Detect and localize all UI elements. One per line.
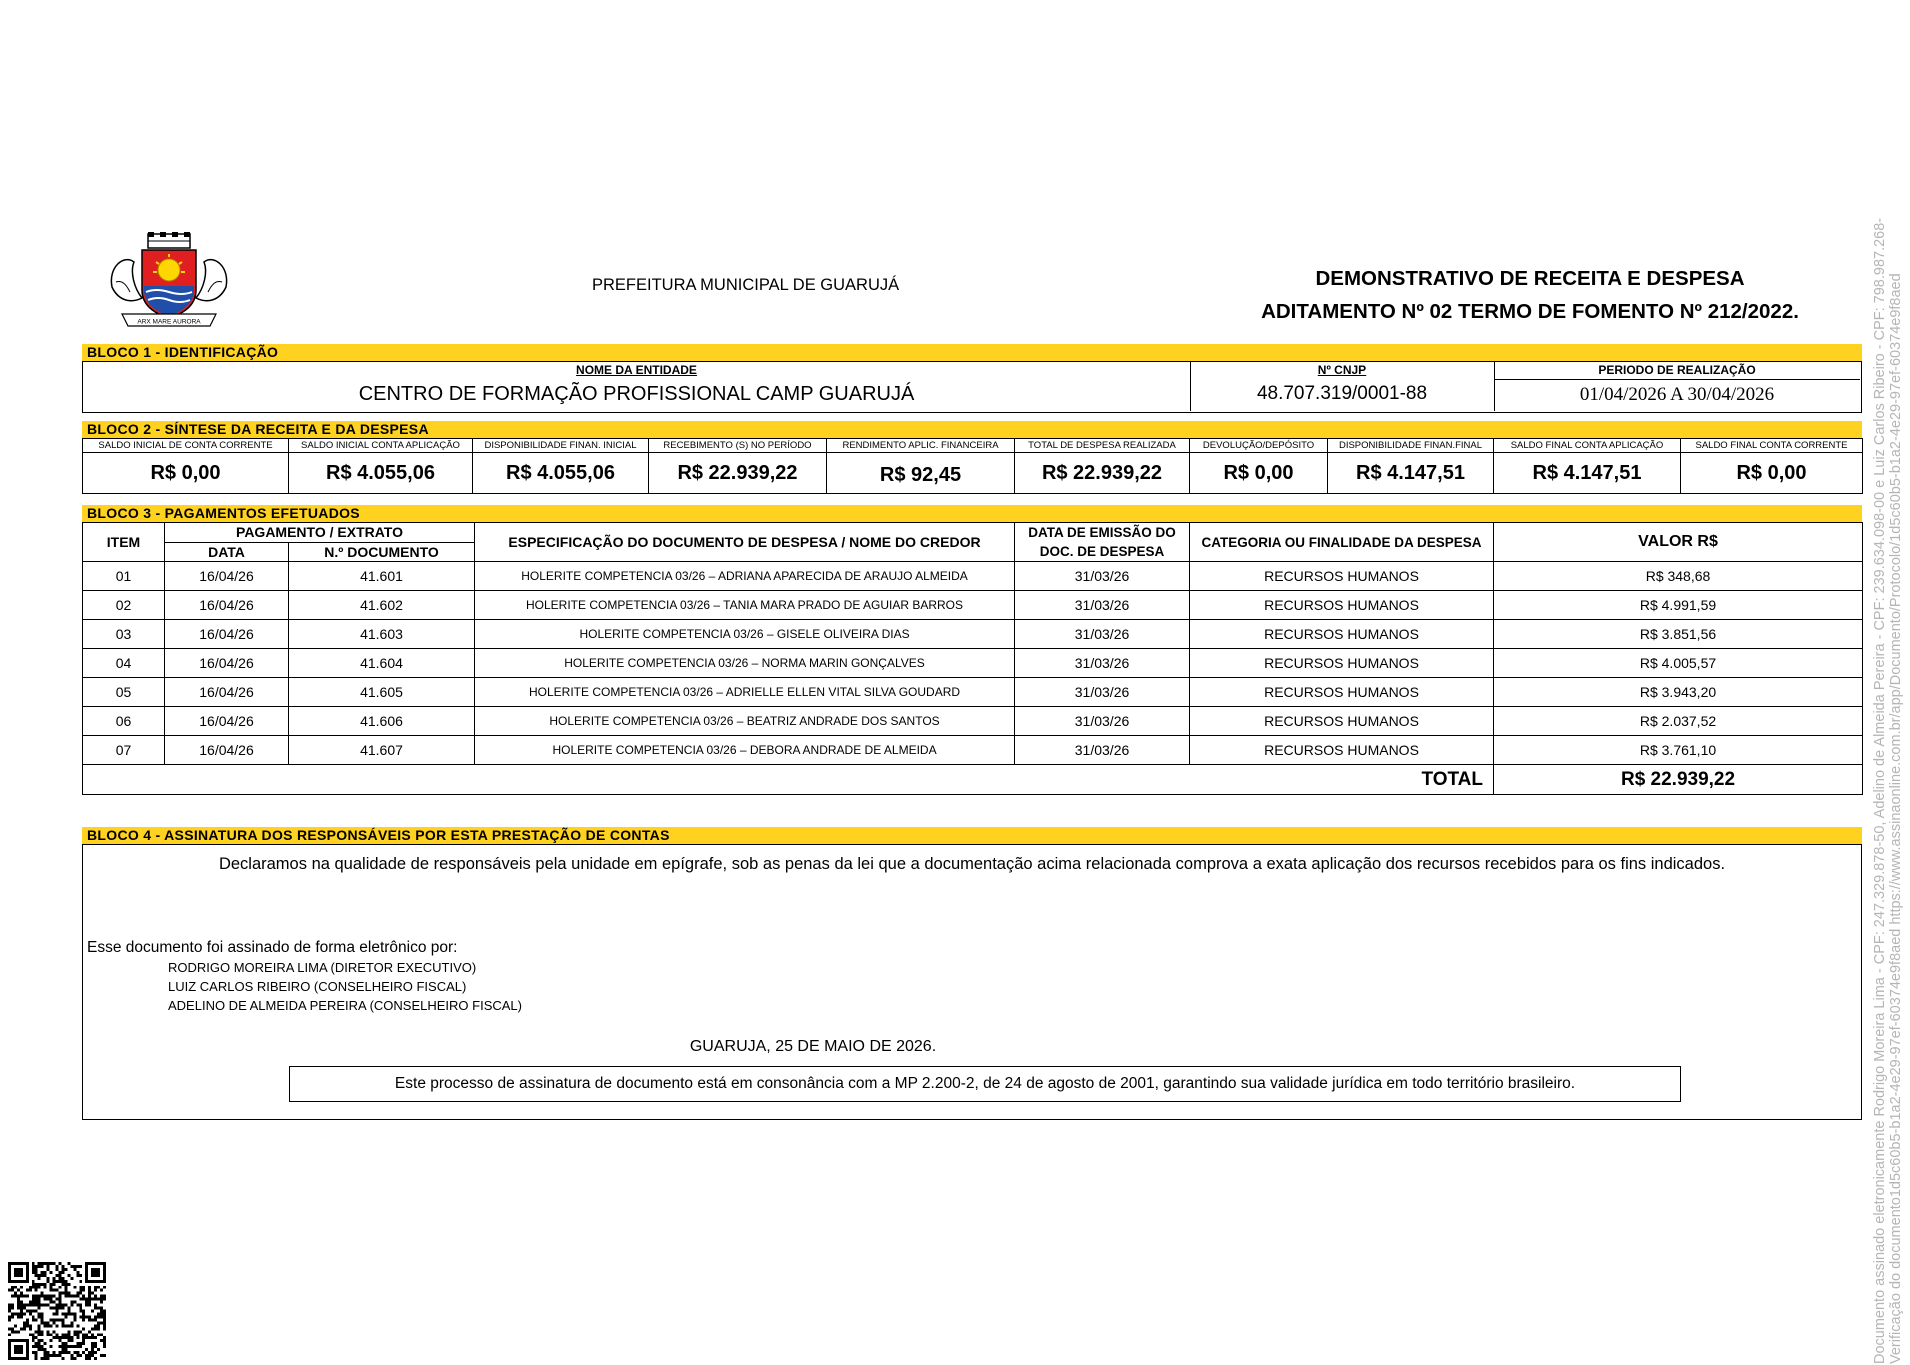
row-emissao: 31/03/26: [1015, 649, 1190, 678]
row-categoria: RECURSOS HUMANOS: [1190, 707, 1494, 736]
row-categoria: RECURSOS HUMANOS: [1190, 649, 1494, 678]
table-row: [83, 707, 1863, 736]
col-item: ITEM: [83, 523, 165, 562]
row-doc: 41.602: [289, 591, 475, 620]
cnpj-value: 48.707.319/0001-88: [1256, 383, 1428, 404]
table-row: [83, 649, 1863, 678]
row-valor: R$ 2.037,52: [1494, 707, 1863, 736]
b2-value: R$ 0,00: [1681, 453, 1863, 494]
place-date: GUARUJA, 25 DE MAIO DE 2026.: [689, 1038, 937, 1055]
signer-2: LUIZ CARLOS RIBEIRO (CONSELHEIRO FISCAL): [168, 979, 467, 994]
row-valor: R$ 4.005,57: [1494, 649, 1863, 678]
col-spec: ESPECIFICAÇÃO DO DOCUMENTO DE DESPESA / NOME DO CREDOR: [475, 523, 1015, 562]
row-data: 16/04/26: [165, 620, 289, 649]
signature-sidebar-line1: Documento assinado eletronicamente Rodrigo Moreira Lima - CPF: 247.329.878-50, Adelino de Almeida Pereira - CPF: 239.634.098-00 e Luiz Carlos Ribeiro - CPF: 798.987.268-: [1872, 217, 1888, 1364]
row-data: 16/04/26: [165, 678, 289, 707]
b2-label: DISPONIBILIDADE FINAN. INICIAL: [473, 439, 649, 453]
row-doc: 41.605: [289, 678, 475, 707]
entity-value: CENTRO DE FORMAÇÃO PROFISSIONAL CAMP GUARUJÁ: [358, 383, 915, 405]
row-item: 07: [83, 736, 165, 765]
b2-value: R$ 22.939,22: [649, 453, 827, 494]
table-row: [83, 736, 1863, 765]
row-valor: R$ 3.851,56: [1494, 620, 1863, 649]
bloco1-heading: BLOCO 1 - IDENTIFICAÇÃO: [82, 344, 1862, 361]
row-spec: HOLERITE COMPETENCIA 03/26 – BEATRIZ ANDRADE DOS SANTOS: [475, 707, 1015, 736]
qr-code: [8, 1262, 106, 1360]
signers-list: [168, 958, 522, 1015]
row-emissao: 31/03/26: [1015, 678, 1190, 707]
col-data: DATA: [165, 542, 289, 562]
row-doc: 41.603: [289, 620, 475, 649]
col-emissao-line2: DOC. DE DESPESA: [1039, 544, 1165, 559]
row-spec: HOLERITE COMPETENCIA 03/26 – ADRIELLE ELLEN VITAL SILVA GOUDARD: [475, 678, 1015, 707]
period-value: 01/04/2026 A 30/04/2026: [1579, 384, 1775, 405]
table-row: [83, 591, 1863, 620]
municipal-crest: [104, 232, 234, 328]
report-title-line2: ADITAMENTO Nº 02 TERMO DE FOMENTO Nº 212/2022.: [1261, 300, 1799, 323]
b2-label: SALDO FINAL CONTA APLICAÇÃO: [1494, 439, 1681, 453]
table-row: [83, 562, 1863, 591]
b2-label: DEVOLUÇÃO/DEPÓSITO: [1190, 439, 1328, 453]
row-item: 02: [83, 591, 165, 620]
row-emissao: 31/03/26: [1015, 707, 1190, 736]
bloco2-heading: BLOCO 2 - SÍNTESE DA RECEITA E DA DESPESA: [82, 421, 1862, 438]
row-spec: HOLERITE COMPETENCIA 03/26 – NORMA MARIN GONÇALVES: [475, 649, 1015, 678]
row-categoria: RECURSOS HUMANOS: [1190, 736, 1494, 765]
row-data: 16/04/26: [165, 591, 289, 620]
row-valor: R$ 3.943,20: [1494, 678, 1863, 707]
total-value: R$ 22.939,22: [1494, 765, 1863, 795]
b2-label: TOTAL DE DESPESA REALIZADA: [1015, 439, 1190, 453]
row-emissao: 31/03/26: [1015, 562, 1190, 591]
entity-section: [83, 362, 1191, 411]
signer-1: RODRIGO MOREIRA LIMA (DIRETOR EXECUTIVO): [168, 960, 477, 975]
b2-label: SALDO INICIAL CONTA APLICAÇÃO: [289, 439, 473, 453]
declaration-text: Declaramos na qualidade de responsáveis pela unidade em epígrafe, sob as penas da lei que a documentação acima relacionada comprova a exata aplicação dos recursos recebidos para os fins indicados.: [218, 855, 1726, 873]
row-valor: R$ 4.991,59: [1494, 591, 1863, 620]
bloco2-table: [82, 438, 1863, 494]
report-title: [1240, 262, 1820, 328]
row-doc: 41.604: [289, 649, 475, 678]
col-emissao: [1015, 523, 1190, 562]
row-spec: HOLERITE COMPETENCIA 03/26 – DEBORA ANDRADE DE ALMEIDA: [475, 736, 1015, 765]
crest-motto: ARX MARE AURORA: [137, 318, 201, 326]
row-spec: HOLERITE COMPETENCIA 03/26 – GISELE OLIVEIRA DIAS: [475, 620, 1015, 649]
bloco2-values-row: [83, 453, 1863, 494]
b2-label: SALDO FINAL CONTA CORRENTE: [1681, 439, 1863, 453]
row-item: 03: [83, 620, 165, 649]
row-emissao: 31/03/26: [1015, 620, 1190, 649]
municipality-name: PREFEITURA MUNICIPAL DE GUARUJÁ: [592, 276, 900, 294]
col-documento: N.º DOCUMENTO: [289, 542, 475, 562]
row-valor: R$ 3.761,10: [1494, 736, 1863, 765]
row-item: 01: [83, 562, 165, 591]
table-row: [83, 620, 1863, 649]
b2-label: SALDO INICIAL DE CONTA CORRENTE: [83, 439, 289, 453]
b2-value: R$ 0,00: [1190, 453, 1328, 494]
col-valor: VALOR R$: [1494, 523, 1863, 562]
b2-value: R$ 4.055,06: [473, 453, 649, 494]
row-valor: R$ 348,68: [1494, 562, 1863, 591]
bloco4-box: [82, 844, 1862, 1120]
b2-value: R$ 4.147,51: [1328, 453, 1494, 494]
table-row: [83, 678, 1863, 707]
bloco1-box: [82, 361, 1862, 413]
row-categoria: RECURSOS HUMANOS: [1190, 562, 1494, 591]
row-item: 06: [83, 707, 165, 736]
row-spec: HOLERITE COMPETENCIA 03/26 – ADRIANA APARECIDA DE ARAUJO ALMEIDA: [475, 562, 1015, 591]
row-doc: 41.607: [289, 736, 475, 765]
b2-value: R$ 22.939,22: [1015, 453, 1190, 494]
signed-intro: Esse documento foi assinado de forma eletrônico por:: [87, 939, 458, 956]
period-section: [1494, 362, 1860, 411]
row-categoria: RECURSOS HUMANOS: [1190, 620, 1494, 649]
b2-value: R$ 4.147,51: [1494, 453, 1681, 494]
b2-value: R$ 0,00: [83, 453, 289, 494]
b2-value: R$ 4.055,06: [289, 453, 473, 494]
b2-value: R$ 92,45: [827, 453, 1015, 494]
entity-label: NOME DA ENTIDADE: [576, 363, 697, 377]
bloco3-heading: BLOCO 3 - PAGAMENTOS EFETUADOS: [82, 505, 1862, 522]
payments-table: [82, 522, 1863, 795]
bloco4-heading: BLOCO 4 - ASSINATURA DOS RESPONSÁVEIS POR ESTA PRESTAÇÃO DE CONTAS: [82, 827, 1862, 844]
cnpj-label: Nº CNJP: [1317, 363, 1367, 377]
row-item: 04: [83, 649, 165, 678]
row-doc: 41.601: [289, 562, 475, 591]
b2-label: RENDIMENTO APLIC. FINANCEIRA: [827, 439, 1015, 453]
mp-notice: Este processo de assinatura de documento está em consonância com a MP 2.200-2, de 24 de agosto de 2001, garantindo sua validade jurídica em todo território brasileiro.: [289, 1066, 1681, 1102]
row-emissao: 31/03/26: [1015, 591, 1190, 620]
col-emissao-line1: DATA DE EMISSÃO DO: [1028, 525, 1176, 540]
row-categoria: RECURSOS HUMANOS: [1190, 678, 1494, 707]
row-data: 16/04/26: [165, 707, 289, 736]
row-data: 16/04/26: [165, 736, 289, 765]
cnpj-section: [1190, 362, 1495, 411]
row-doc: 41.606: [289, 707, 475, 736]
signer-3: ADELINO DE ALMEIDA PEREIRA (CONSELHEIRO FISCAL): [168, 998, 522, 1013]
row-data: 16/04/26: [165, 649, 289, 678]
row-data: 16/04/26: [165, 562, 289, 591]
row-emissao: 31/03/26: [1015, 736, 1190, 765]
row-spec: HOLERITE COMPETENCIA 03/26 – TANIA MARA PRADO DE AGUIAR BARROS: [475, 591, 1015, 620]
b2-label: RECEBIMENTO (S) NO PERÍODO: [649, 439, 827, 453]
bloco2-labels-row: [83, 439, 1863, 453]
total-label: TOTAL: [83, 765, 1494, 795]
col-pagamento: PAGAMENTO / EXTRATO: [165, 523, 475, 543]
col-categoria: CATEGORIA OU FINALIDADE DA DESPESA: [1190, 523, 1494, 562]
signature-sidebar-line2: Verificação do documento1d5c60b5-b1a2-4e29-97ef-60374e9f8aed https://www.assinaonline.com.br/app/Documento/Protocolo/1d5c60b5-b1a2-4e29-97ef-60374e9f8aed: [1888, 273, 1904, 1364]
row-categoria: RECURSOS HUMANOS: [1190, 591, 1494, 620]
period-label: PERIODO DE REALIZAÇÃO: [1494, 363, 1860, 380]
row-item: 05: [83, 678, 165, 707]
report-title-line1: DEMONSTRATIVO DE RECEITA E DESPESA: [1315, 267, 1745, 290]
b2-label: DISPONIBILIDADE FINAN.FINAL: [1328, 439, 1494, 453]
